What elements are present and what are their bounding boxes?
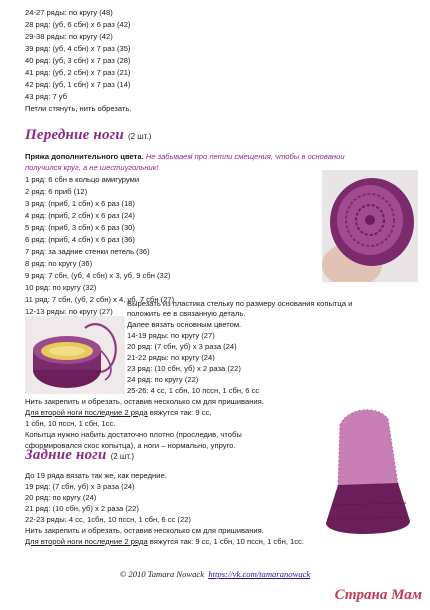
row-line: 41 ряд: (уб, 2 сбн) х 7 раз (21)	[25, 68, 131, 77]
knitted-leg-photo	[318, 405, 418, 545]
front-intro	[25, 152, 345, 161]
row-line: До 19 ряда вязать так же, как передние.	[25, 471, 167, 480]
row-line: 21-22 ряды: по кругу (24)	[127, 353, 215, 362]
row-line: 7 ряд: за задние стенки петель (36)	[25, 247, 150, 256]
front-second-leg-cont: 1 сбн, 10 пссн, 1 сбн, 1сс.	[25, 419, 116, 428]
row-line: 10 ряд: по кругу (32)	[25, 283, 97, 292]
row-line: 8 ряд: по кругу (36)	[25, 259, 93, 268]
row-line: 28 ряд: (уб, 6 сбн) х 6 раз (42)	[25, 20, 131, 29]
row-line: 2 ряд: 6 приб (12)	[25, 187, 88, 196]
row-line: 23 ряд: (10 сбн, уб) х 2 раза (22)	[127, 364, 241, 373]
footer	[0, 569, 430, 579]
row-line: 5 ряд: (приб, 3 сбн) х 6 раз (30)	[25, 223, 135, 232]
copyright: © 2010 Tamara Nowack	[119, 569, 205, 579]
second-leg-text: вяжутся так: 9 сс, 1 сбн, 10 пссн, 1 сбн, 1сс.	[147, 537, 304, 546]
author-link[interactable]: https://vk.com/tamaranowack	[208, 569, 311, 579]
back-legs-heading	[25, 446, 134, 464]
row-line: 40 ряд: (уб, 3 сбн) х 7 раз (28)	[25, 56, 131, 65]
row-line: 4 ряд: (приб, 2 сбн) х 6 раз (24)	[25, 211, 135, 220]
hoof-insole-photo	[25, 316, 125, 394]
row-line: 20 ряд: по кругу (24)	[25, 493, 97, 502]
row-line: 21 ряд: (10 сбн, уб) х 2 раза (22)	[25, 504, 139, 513]
section-count: (2 шт.)	[110, 452, 134, 461]
row-line: Далее вязать основным цветом.	[127, 320, 242, 329]
section-count: (2 шт.)	[127, 132, 152, 141]
row-line: 19 ряд: (7 сбн, уб) х 3 раза (24)	[25, 482, 135, 491]
front-finish: Нить закрепить и обрезать, оставив несколько см для пришивания.	[25, 397, 264, 406]
intro-note-cont: получился круг, а не шестиугольник!	[25, 163, 159, 172]
row-line: 24 ряд: по кругу (22)	[127, 375, 199, 384]
crochet-disc-photo	[322, 170, 418, 282]
watermark: Страна Мам	[334, 587, 422, 603]
row-line: 6 ряд: (приб, 4 сбн) х 6 раз (36)	[25, 235, 135, 244]
row-line: 12-13 ряды: по кругу (27)	[25, 307, 113, 316]
section-title: Передние ноги	[25, 127, 124, 143]
row-line: 9 ряд: 7 сбн, (уб, 4 сбн) х 3, уб, 9 сбн (32)	[25, 271, 171, 280]
row-line: 39 ряд: (уб, 4 сбн) х 7 раз (35)	[25, 44, 131, 53]
section-title: Задние ноги	[25, 447, 107, 463]
row-line: 42 ряд: (уб, 1 сбн) х 7 раз (14)	[25, 80, 131, 89]
row-line: 14-19 ряды: по кругу (27)	[127, 331, 215, 340]
back-finish: Нить закрепить и обрезать, оставив несколько см для пришивания.	[25, 526, 264, 535]
back-second-leg	[25, 537, 304, 546]
row-line: 20 ряд: (7 сбн, уб) х 3 раза (24)	[127, 342, 237, 351]
row-line: 43 ряд: 7 уб	[25, 92, 68, 101]
front-legs-heading	[25, 126, 151, 144]
intro-note: Не забываем про петли смещения, чтобы в основании	[145, 152, 345, 161]
second-leg-text: вяжутся так: 9 сс,	[147, 408, 212, 417]
row-line: 29-38 ряды: по кругу (42)	[25, 32, 113, 41]
row-line: Петли стянуть, нить обрезать.	[25, 104, 132, 113]
front-note-cont: сформировался скос копытца), а ноги – нормально, упруго.	[25, 441, 236, 450]
row-line: 22-23 ряды: 4 сс, 1сбн, 10 пссн, 1 сбн, 6 сс (22)	[25, 515, 191, 524]
front-note: Копытца нужно набить достаточно плотно (проследив, чтобы	[25, 430, 242, 439]
second-leg-label: Для второй ноги последние 2 ряда	[25, 408, 148, 417]
second-leg-label: Для второй ноги последние 2 ряда	[25, 537, 148, 546]
row-line: Вырезать из пластика стельку по размеру основания копытца и	[127, 299, 353, 308]
row-line: 1 ряд: 6 сбн в кольцо амигуруми	[25, 175, 140, 184]
intro-text: Пряжа дополнительного цвета.	[25, 152, 146, 161]
row-line: 24-27 ряды: по кругу (48)	[25, 8, 113, 17]
row-line: 11 ряд: 7 сбн, (уб, 2 сбн) х 4, уб, 7 сбн (27)	[25, 295, 175, 304]
row-line: 25-26: 4 сс, 1 сбн, 10 пссн, 1 сбн, 6 сс	[127, 386, 260, 395]
front-second-leg	[25, 408, 211, 417]
row-line: 3 ряд: (приб, 1 сбн) х 6 раз (18)	[25, 199, 135, 208]
row-line: положить ее в связанную деталь.	[127, 309, 246, 318]
